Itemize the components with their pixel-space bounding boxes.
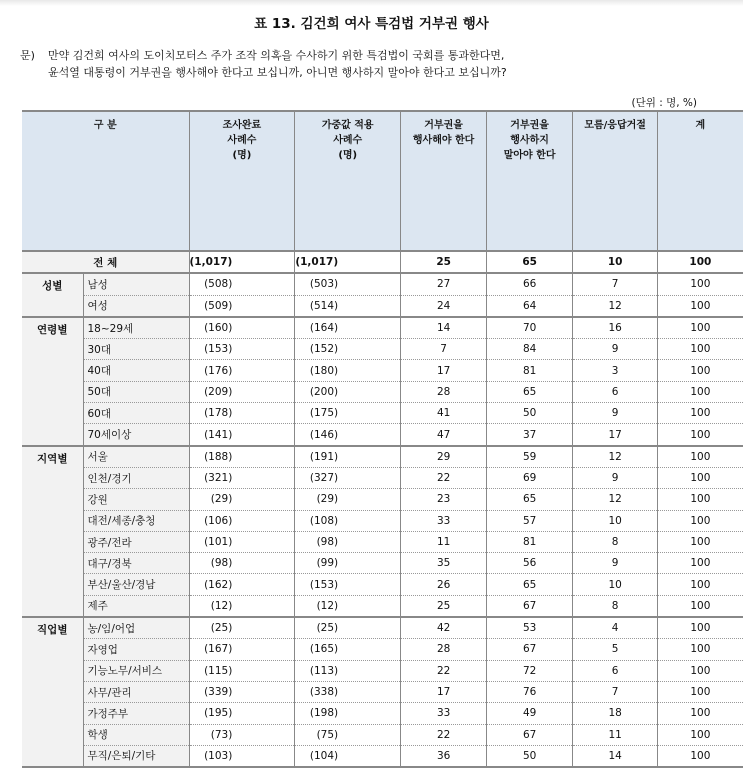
cell-sample: (12): [189, 595, 295, 617]
cell-should-veto: 24: [401, 295, 487, 317]
cell-dont-know: 8: [573, 531, 658, 552]
cell-should-veto: 23: [401, 489, 487, 510]
header-line: 가중값 적용: [321, 120, 374, 131]
group-label: 연령별: [22, 317, 83, 446]
row-label: 자영업: [83, 639, 189, 660]
cell-should-veto: 36: [401, 745, 487, 767]
group-label: 직업별: [22, 617, 83, 767]
cell-weighted: (98): [295, 531, 401, 552]
cell-should-veto: 42: [401, 617, 487, 639]
cell-should-not-veto: 72: [487, 660, 573, 681]
header-line: (명): [338, 150, 358, 161]
header-should-veto: [401, 111, 487, 251]
row-label: 대전/세종/충청: [83, 510, 189, 531]
cell-total: 100: [658, 681, 743, 702]
cell-dont-know: 12: [573, 446, 658, 468]
cell-should-veto: 17: [401, 360, 487, 381]
row-label: 대구/경북: [83, 553, 189, 574]
header-should-not-veto: [487, 111, 573, 251]
cell-sample: (73): [189, 724, 295, 745]
cell-should-veto: 7: [401, 339, 487, 360]
cell-should-not-veto: 81: [487, 360, 573, 381]
row-label: 농/임/어업: [83, 617, 189, 639]
cell-weighted: (514): [295, 295, 401, 317]
header-line: 조사완료: [222, 120, 262, 131]
cell-dont-know: 10: [573, 574, 658, 595]
cell-should-veto: 47: [401, 424, 487, 446]
header-weighted: [295, 111, 401, 251]
row-label: 가정주부: [83, 703, 189, 724]
cell-should-veto: 22: [401, 467, 487, 488]
question-prefix: 문): [20, 49, 35, 62]
header-dont-know: [573, 111, 658, 251]
cell-sample: (167): [189, 639, 295, 660]
cell-should-veto: 22: [401, 660, 487, 681]
question-text: [20, 47, 507, 81]
cell-dont-know: 12: [573, 295, 658, 317]
cell-should-not-veto: 50: [487, 745, 573, 767]
results-table: [22, 110, 743, 768]
cell-weighted: (113): [295, 660, 401, 681]
cell-total: 100: [658, 381, 743, 402]
cell-should-not-veto: 37: [487, 424, 573, 446]
cell-sample: (176): [189, 360, 295, 381]
cell-weighted: (503): [295, 273, 401, 295]
table-row: [22, 574, 743, 595]
header-line: 사례수: [333, 135, 363, 146]
cell-should-not-veto: 69: [487, 467, 573, 488]
cell-weighted: (191): [295, 446, 401, 468]
table-row: [22, 553, 743, 574]
cell-dont-know: 10: [573, 510, 658, 531]
header-line: 거부권을: [510, 120, 549, 131]
cell-weighted: (180): [295, 360, 401, 381]
cell-should-not-veto: 49: [487, 703, 573, 724]
cell-weighted: (152): [295, 339, 401, 360]
row-label: 40대: [83, 360, 189, 381]
cell-weighted: (175): [295, 403, 401, 424]
cell-should-veto: 33: [401, 703, 487, 724]
cell-should-not-veto: 76: [487, 681, 573, 702]
cell-should-not-veto: 65: [487, 574, 573, 595]
table-row: [22, 424, 743, 446]
row-label: 30대: [83, 339, 189, 360]
cell-dont-know: 16: [573, 317, 658, 339]
cell-dont-know: 9: [573, 339, 658, 360]
group-label: 지역별: [22, 446, 83, 617]
header-line: 행사하지: [510, 135, 549, 146]
table-row: [22, 446, 743, 468]
table-row: [22, 317, 743, 339]
cell-should-not-veto: 65: [487, 489, 573, 510]
cell-dont-know: 7: [573, 273, 658, 295]
row-label: 서울: [83, 446, 189, 468]
table-row: [22, 360, 743, 381]
table-row: [22, 531, 743, 552]
cell-dont-know: 3: [573, 360, 658, 381]
cell-should-not-veto: 59: [487, 446, 573, 468]
cell-weighted: (327): [295, 467, 401, 488]
question-line-1: 만약 김건희 여사의 도이치모터스 주가 조작 의혹을 수사하기 위한 특검법이 국회를 통과한다면,: [48, 49, 505, 62]
header-line: 말아야 한다: [503, 150, 556, 161]
cell-should-veto: 14: [401, 317, 487, 339]
cell-dont-know: 4: [573, 617, 658, 639]
row-label: 강원: [83, 489, 189, 510]
row-label: 여성: [83, 295, 189, 317]
cell-total: 100: [658, 424, 743, 446]
cell-weighted: (200): [295, 381, 401, 402]
cell-should-not-veto: 67: [487, 639, 573, 660]
header-line: 모름/응답거절: [584, 120, 646, 131]
cell-dont-know: 9: [573, 467, 658, 488]
row-label: 60대: [83, 403, 189, 424]
cell-total: 100: [658, 295, 743, 317]
group-label: 성별: [22, 273, 83, 317]
cell-should-not-veto: 64: [487, 295, 573, 317]
cell-should-not-veto: 84: [487, 339, 573, 360]
cell-should-veto: 41: [401, 403, 487, 424]
header-category: 구 분: [22, 111, 189, 251]
header-line: 행사해야 한다: [412, 135, 475, 146]
cell-sample: (106): [189, 510, 295, 531]
cell-sample: (141): [189, 424, 295, 446]
cell-should-not-veto: 56: [487, 553, 573, 574]
cell-total: 100: [658, 510, 743, 531]
cell-weighted: (29): [295, 489, 401, 510]
cell-sample: (178): [189, 403, 295, 424]
cell-total: 100: [658, 403, 743, 424]
row-label: 학생: [83, 724, 189, 745]
cell-should-not-veto: 50: [487, 403, 573, 424]
header-row: [22, 111, 743, 251]
cell-sample: (29): [189, 489, 295, 510]
table-row: [22, 403, 743, 424]
cell-should-veto: 11: [401, 531, 487, 552]
cell-dont-know: 9: [573, 403, 658, 424]
cell-weighted: (338): [295, 681, 401, 702]
cell-should-not-veto: 66: [487, 273, 573, 295]
cell-weighted: (164): [295, 317, 401, 339]
cell-weighted: (104): [295, 745, 401, 767]
table-row: [22, 295, 743, 317]
header-line: 사례수: [227, 135, 257, 146]
cell-dont-know: 8: [573, 595, 658, 617]
row-label: 인천/경기: [83, 467, 189, 488]
cell-total: 100: [658, 703, 743, 724]
cell-total: 100: [658, 489, 743, 510]
cell-sample: (162): [189, 574, 295, 595]
cell-weighted: (1,017): [295, 251, 401, 273]
cell-total: 100: [658, 639, 743, 660]
cell-should-not-veto: 65: [487, 251, 573, 273]
cell-total: 100: [658, 531, 743, 552]
table-row: [22, 703, 743, 724]
cell-should-not-veto: 65: [487, 381, 573, 402]
cell-total: 100: [658, 339, 743, 360]
cell-sample: (103): [189, 745, 295, 767]
row-label: 사무/관리: [83, 681, 189, 702]
table-row: [22, 595, 743, 617]
cell-total: 100: [658, 553, 743, 574]
cell-should-not-veto: 53: [487, 617, 573, 639]
cell-dont-know: 6: [573, 660, 658, 681]
table-row: [22, 489, 743, 510]
cell-weighted: (153): [295, 574, 401, 595]
cell-sample: (509): [189, 295, 295, 317]
table-row: [22, 467, 743, 488]
cell-sample: (153): [189, 339, 295, 360]
cell-sample: (209): [189, 381, 295, 402]
cell-should-not-veto: 67: [487, 724, 573, 745]
cell-dont-know: 9: [573, 553, 658, 574]
cell-should-not-veto: 81: [487, 531, 573, 552]
cell-should-veto: 25: [401, 595, 487, 617]
cell-dont-know: 5: [573, 639, 658, 660]
cell-dont-know: 12: [573, 489, 658, 510]
cell-sample: (321): [189, 467, 295, 488]
cell-should-not-veto: 70: [487, 317, 573, 339]
cell-sample: (508): [189, 273, 295, 295]
table-row: [22, 339, 743, 360]
table-row: [22, 510, 743, 531]
cell-total: 100: [658, 724, 743, 745]
cell-weighted: (198): [295, 703, 401, 724]
unit-label: (단위 : 명, %): [631, 97, 697, 109]
table-row: [22, 617, 743, 639]
table-row: [22, 660, 743, 681]
cell-weighted: (12): [295, 595, 401, 617]
cell-sample: (98): [189, 553, 295, 574]
cell-dont-know: 6: [573, 381, 658, 402]
table-row: [22, 681, 743, 702]
header-sample: [189, 111, 295, 251]
cell-sample: (339): [189, 681, 295, 702]
cell-total: 100: [658, 574, 743, 595]
cell-total: 100: [658, 360, 743, 381]
cell-dont-know: 18: [573, 703, 658, 724]
cell-should-veto: 25: [401, 251, 487, 273]
cell-sample: (25): [189, 617, 295, 639]
cell-sample: (160): [189, 317, 295, 339]
total-row: [22, 251, 743, 273]
cell-should-veto: 33: [401, 510, 487, 531]
cell-should-veto: 28: [401, 381, 487, 402]
question-line-2: 윤석열 대통령이 거부권을 행사해야 한다고 보십니까, 아니면 행사하지 말아야 한다고 보십니까?: [48, 66, 507, 79]
table-row: [22, 639, 743, 660]
cell-should-not-veto: 67: [487, 595, 573, 617]
cell-weighted: (75): [295, 724, 401, 745]
cell-sample: (101): [189, 531, 295, 552]
total-label: 전 체: [22, 251, 189, 273]
table-row: [22, 381, 743, 402]
cell-sample: (115): [189, 660, 295, 681]
header-line: 계: [695, 120, 706, 131]
cell-total: 100: [658, 617, 743, 639]
row-label: 부산/울산/경남: [83, 574, 189, 595]
cell-total: 100: [658, 251, 743, 273]
cell-total: 100: [658, 660, 743, 681]
cell-weighted: (99): [295, 553, 401, 574]
table-title: 표 13. 김건희 여사 특검법 거부권 행사: [254, 16, 489, 32]
cell-should-veto: 17: [401, 681, 487, 702]
cell-should-veto: 22: [401, 724, 487, 745]
cell-should-veto: 26: [401, 574, 487, 595]
cell-dont-know: 10: [573, 251, 658, 273]
cell-sample: (195): [189, 703, 295, 724]
cell-dont-know: 17: [573, 424, 658, 446]
row-label: 무직/은퇴/기타: [83, 745, 189, 767]
table-row: [22, 745, 743, 767]
row-label: 50대: [83, 381, 189, 402]
cell-should-veto: 28: [401, 639, 487, 660]
cell-weighted: (146): [295, 424, 401, 446]
cell-total: 100: [658, 467, 743, 488]
cell-total: 100: [658, 446, 743, 468]
cell-total: 100: [658, 595, 743, 617]
cell-dont-know: 11: [573, 724, 658, 745]
table-row: [22, 273, 743, 295]
row-label: 18~29세: [83, 317, 189, 339]
cell-should-veto: 35: [401, 553, 487, 574]
cell-should-veto: 29: [401, 446, 487, 468]
cell-total: 100: [658, 745, 743, 767]
cell-total: 100: [658, 317, 743, 339]
header-total: [658, 111, 743, 251]
cell-weighted: (108): [295, 510, 401, 531]
cell-should-not-veto: 57: [487, 510, 573, 531]
header-line: 거부권을: [424, 120, 463, 131]
cell-dont-know: 14: [573, 745, 658, 767]
cell-weighted: (25): [295, 617, 401, 639]
cell-should-veto: 27: [401, 273, 487, 295]
row-label: 남성: [83, 273, 189, 295]
cell-total: 100: [658, 273, 743, 295]
row-label: 제주: [83, 595, 189, 617]
row-label: 광주/전라: [83, 531, 189, 552]
cell-sample: (188): [189, 446, 295, 468]
cell-sample: (1,017): [189, 251, 295, 273]
row-label: 기능노무/서비스: [83, 660, 189, 681]
table-row: [22, 724, 743, 745]
top-shade: [0, 0, 743, 6]
cell-weighted: (165): [295, 639, 401, 660]
row-label: 70세이상: [83, 424, 189, 446]
header-line: (명): [232, 150, 252, 161]
cell-dont-know: 7: [573, 681, 658, 702]
